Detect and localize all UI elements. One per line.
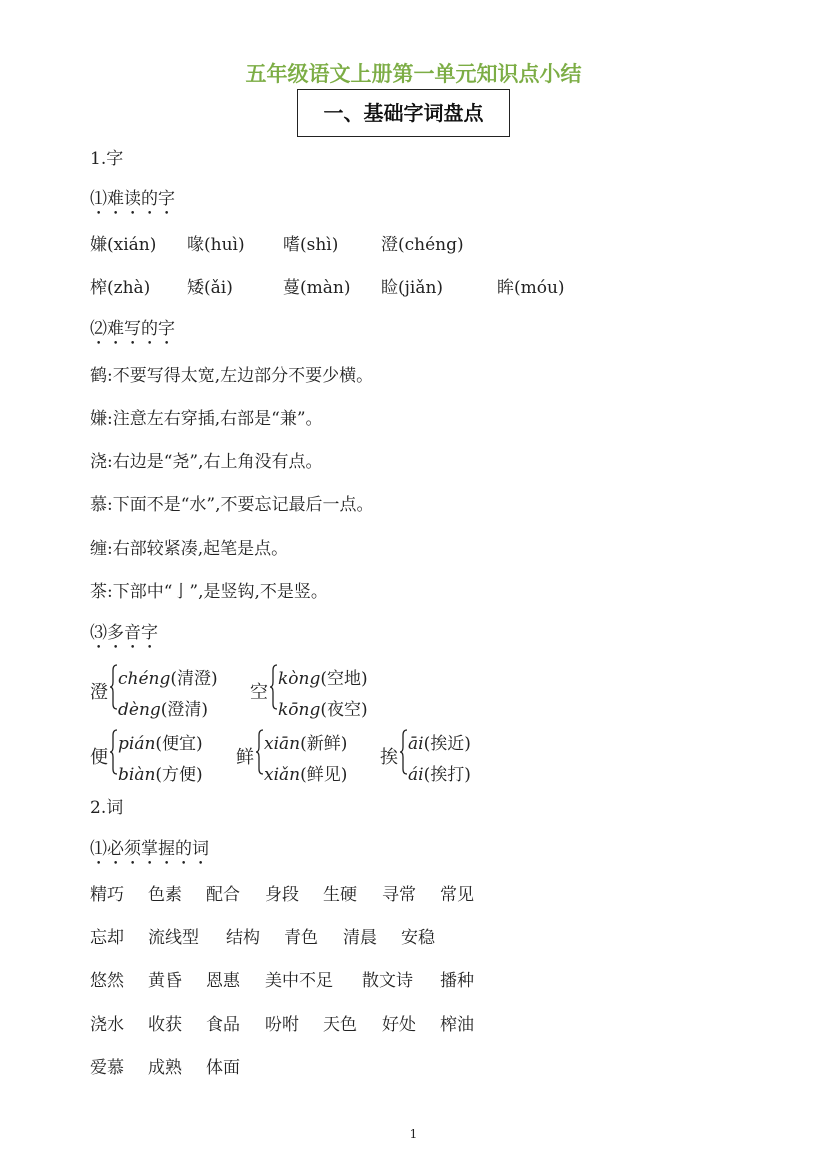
polyphone-reading	[278, 695, 368, 720]
hard-read-item: 澄(chéng)	[381, 235, 464, 255]
pinyin: xiān	[264, 734, 301, 754]
vocab-word: 恩惠	[206, 971, 240, 991]
char-heading: 1.字	[90, 149, 124, 169]
vocab-word: 美中不足	[265, 971, 333, 991]
vocab-word: 流线型	[148, 928, 199, 948]
vocab-word: 生硬	[323, 885, 357, 905]
pinyin: chéng	[118, 669, 171, 689]
hard-write-item: 嫌:注意左右穿插,右部是“兼”。	[90, 409, 323, 429]
brace-icon	[110, 664, 118, 710]
hard-read-item: 喙(huì)	[187, 235, 245, 255]
document-title: 五年级语文上册第一单元知识点小结	[245, 62, 582, 86]
vocab-word: 黄昏	[148, 971, 182, 991]
vocab-word: 散文诗	[362, 971, 413, 991]
brace-icon	[270, 664, 278, 710]
vocab-word: 体面	[206, 1058, 240, 1078]
polyphone-char: 空	[250, 682, 268, 703]
example-word: (空地)	[320, 669, 368, 689]
polyphone-char: 鲜	[236, 747, 254, 768]
vocab-word: 播种	[440, 971, 474, 991]
example-word: (便宜)	[155, 734, 203, 754]
vocab-word: 结构	[226, 928, 260, 948]
hard-read-item: 矮(ǎi)	[187, 278, 233, 298]
polyphone-heading: ⑶多音字	[90, 623, 158, 643]
example-word: (澄清)	[160, 700, 209, 720]
example-word: (新鲜)	[300, 734, 348, 754]
pinyin: kōng	[278, 700, 321, 720]
hard-read-item: 蔓(màn)	[283, 278, 351, 298]
vocab-word: 安稳	[401, 928, 435, 948]
vocab-word: 悠然	[90, 971, 124, 991]
vocab-word: 色素	[148, 885, 182, 905]
vocab-word: 天色	[323, 1015, 357, 1035]
vocab-word: 忘却	[90, 928, 124, 948]
vocab-word: 好处	[382, 1015, 416, 1035]
vocab-word: 青色	[284, 928, 318, 948]
pinyin: biàn	[118, 765, 156, 785]
example-word: (方便)	[155, 765, 203, 785]
brace-icon	[110, 729, 118, 775]
hard-read-heading: ⑴难读的字	[90, 189, 175, 209]
pinyin: kòng	[278, 669, 321, 689]
polyphone-char: 便	[90, 747, 108, 768]
vocab-word: 精巧	[90, 885, 124, 905]
pinyin: pián	[118, 734, 156, 754]
vocab-word: 身段	[265, 885, 299, 905]
brace-icon	[400, 729, 408, 775]
hard-write-item: 茶:下部中“亅”,是竖钩,不是竖。	[90, 582, 328, 602]
example-word: (夜空)	[320, 700, 368, 720]
polyphone-reading	[408, 729, 471, 754]
hard-read-item: 嗜(shì)	[283, 235, 339, 255]
vocab-word: 食品	[206, 1015, 240, 1035]
pinyin: ái	[408, 765, 424, 785]
hard-read-item: 眸(móu)	[497, 278, 565, 298]
polyphone-reading	[264, 760, 347, 785]
hard-write-heading: ⑵难写的字	[90, 319, 175, 339]
vocab-word: 浇水	[90, 1015, 124, 1035]
vocab-word: 配合	[206, 885, 240, 905]
polyphone-char: 澄	[90, 682, 108, 703]
hard-write-item: 鹤:不要写得太宽,左边部分不要少横。	[90, 366, 374, 386]
example-word: (鲜见)	[300, 765, 348, 785]
polyphone-reading	[278, 664, 368, 689]
vocab-word: 榨油	[440, 1015, 474, 1035]
vocab-word: 爱慕	[90, 1058, 124, 1078]
example-word: (挨打)	[423, 765, 471, 785]
vocab-word: 收获	[148, 1015, 182, 1035]
vocab-word: 清晨	[343, 928, 377, 948]
page-number: 1	[409, 1127, 418, 1141]
polyphone-reading	[118, 760, 203, 785]
polyphone-reading	[118, 664, 218, 689]
must-master-heading: ⑴必须掌握的词	[90, 839, 209, 859]
pinyin: xiǎn	[264, 765, 301, 785]
word-heading: 2.词	[90, 798, 124, 818]
polyphone-char: 挨	[380, 747, 398, 768]
section-heading-box: 一、基础字词盘点	[297, 89, 510, 137]
example-word: (挨近)	[423, 734, 471, 754]
polyphone-reading	[118, 695, 208, 720]
hard-read-item: 睑(jiǎn)	[381, 278, 444, 298]
pinyin: dèng	[118, 700, 161, 720]
example-word: (清澄)	[170, 669, 218, 689]
polyphone-reading	[118, 729, 203, 754]
hard-write-item: 缠:右部较紧凑,起笔是点。	[90, 539, 289, 559]
pinyin: āi	[408, 734, 424, 754]
hard-read-item: 榨(zhà)	[90, 278, 151, 298]
vocab-word: 吩咐	[265, 1015, 299, 1035]
polyphone-reading	[408, 760, 471, 785]
vocab-word: 常见	[440, 885, 474, 905]
hard-write-item: 慕:下面不是“水”,不要忘记最后一点。	[90, 495, 374, 515]
hard-read-item: 嫌(xián)	[90, 235, 157, 255]
vocab-word: 成熟	[148, 1058, 182, 1078]
polyphone-reading	[264, 729, 347, 754]
vocab-word: 寻常	[382, 885, 416, 905]
brace-icon	[256, 729, 264, 775]
hard-write-item: 浇:右边是“尧”,右上角没有点。	[90, 452, 323, 472]
